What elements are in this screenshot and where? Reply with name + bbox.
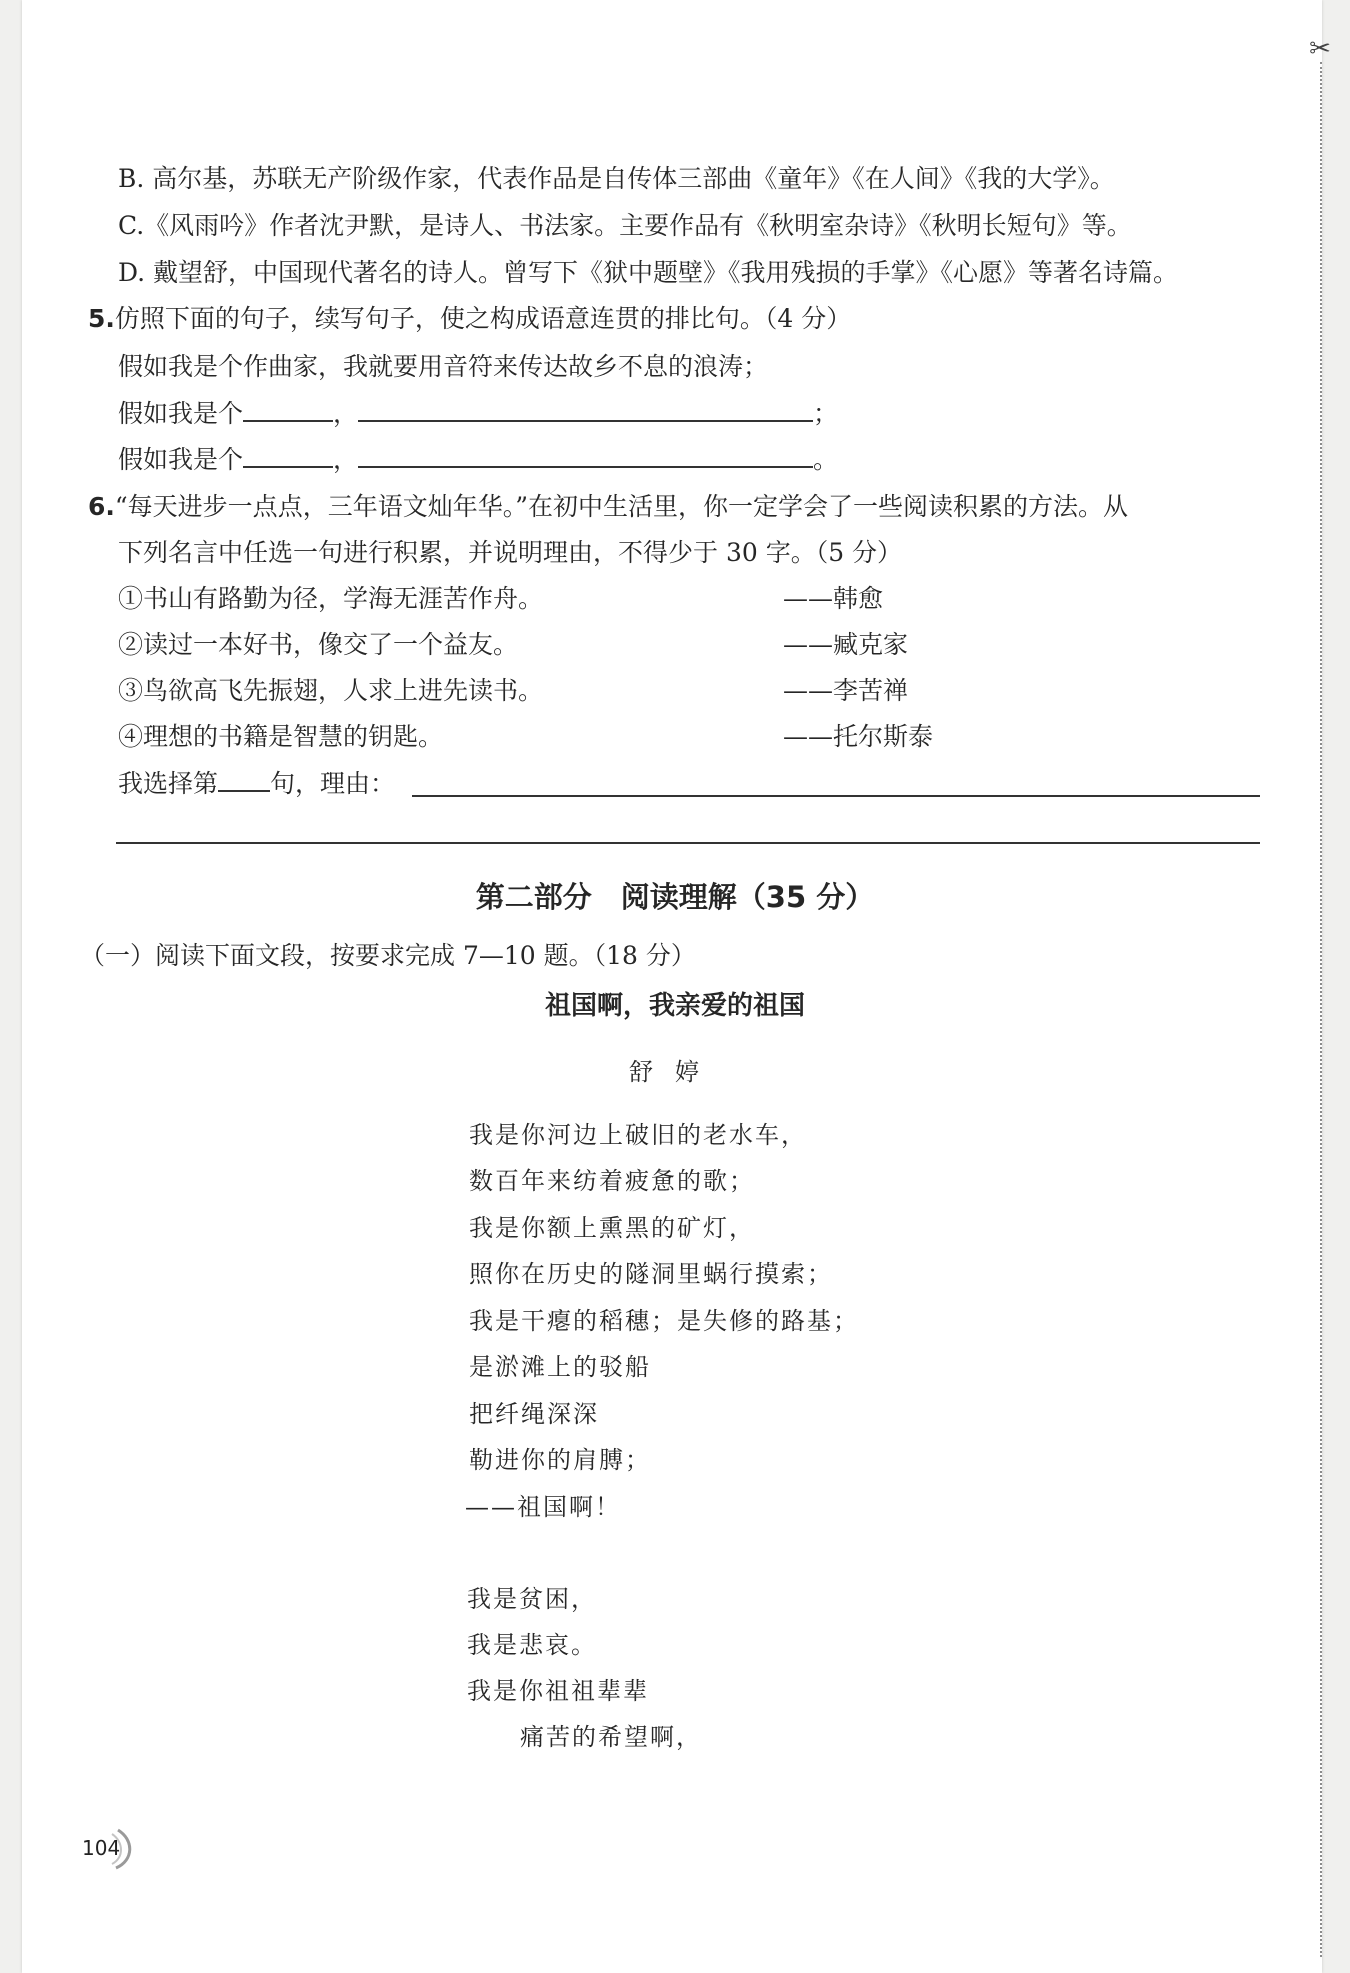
workbook-page (22, 0, 1331, 1973)
poem-line: 数百年来纺着疲惫的歌； (469, 1167, 755, 1195)
question-prompt-line1: “每天进步一点点，三年语文灿年华。”在初中生活里，你一定学会了一些阅读积累的方法。从 (114, 492, 1128, 521)
poem-line: 我是你祖祖辈辈 (467, 1677, 649, 1705)
option-b: B. 高尔基，苏联无产阶级作家，代表作品是自传体三部曲《童年》《在人间》《我的大学》。 (118, 164, 1115, 193)
poem-line: ——祖国啊！ (465, 1493, 621, 1521)
q5-fill-line-1 (118, 396, 838, 431)
quote-text: ①书山有路勤为径，学海无涯苦作舟。 (118, 584, 544, 613)
q5-example: 假如我是个作曲家，我就要用音符来传达故乡不息的浪涛； (118, 352, 769, 381)
quote-source: ——臧克家 (783, 630, 909, 659)
answer-blank-short[interactable] (243, 442, 333, 468)
answer-prefix: 我选择第 (118, 769, 219, 798)
question-number: 5. (88, 304, 115, 333)
reason-answer-line[interactable] (412, 795, 1260, 797)
answer-blank-long[interactable] (358, 396, 813, 422)
poem-line: 把纤绳深深 (469, 1400, 599, 1428)
poem-line: 我是贫困， (467, 1585, 597, 1613)
question-number: 6. (88, 492, 115, 521)
poem-line: 我是你额上熏黑的矿灯， (469, 1214, 755, 1242)
poem-line: 我是干瘪的稻穗；是失修的路基； (469, 1307, 859, 1335)
quote-source: ——托尔斯泰 (783, 722, 934, 751)
option-d: D. 戴望舒，中国现代著名的诗人。曾写下《狱中题壁》《我用残损的手掌》《心愿》等著名诗篇。 (118, 258, 1179, 287)
quote-item (118, 628, 909, 662)
quote-text: ④理想的书籍是智慧的钥匙。 (118, 722, 444, 751)
answer-blank-long[interactable] (358, 442, 813, 468)
quote-item (118, 720, 934, 754)
fill-prefix: 假如我是个 (118, 445, 244, 474)
poem-line: 痛苦的希望啊， (520, 1723, 702, 1751)
poem-line: 我是悲哀。 (467, 1631, 597, 1659)
question-prompt-line2: 下列名言中任选一句进行积累，并说明理由，不得少于 30 字。（5 分） (118, 538, 903, 567)
quote-source: ——李苦禅 (783, 676, 909, 705)
answer-blank-short[interactable] (243, 396, 333, 422)
semicolon: ； (813, 399, 839, 428)
quote-item (118, 674, 909, 708)
poem-line: 我是你河边上破旧的老水车， (469, 1121, 807, 1149)
question-6 (88, 490, 1128, 524)
question-prompt: 仿照下面的句子，续写句子，使之构成语意连贯的排比句。（4 分） (114, 304, 852, 333)
poem-line: 照你在历史的隧洞里蜗行摸索； (469, 1260, 833, 1288)
poem-line: 是淤滩上的驳船 (469, 1353, 651, 1381)
page-number: 104 (82, 1836, 121, 1860)
quote-source: ——韩愈 (783, 584, 884, 613)
comma: ， (333, 399, 359, 428)
poem-author: 舒婷 (629, 1058, 721, 1086)
quote-item (118, 582, 884, 616)
q6-answer-line (118, 766, 395, 801)
section-title: 第二部分 阅读理解（35 分） (475, 880, 875, 914)
period: 。 (813, 445, 839, 474)
choice-blank[interactable] (218, 766, 270, 792)
option-c: C.《风雨吟》作者沈尹默，是诗人、书法家。主要作品有《秋明室杂诗》《秋明长短句》等。 (118, 211, 1132, 240)
quote-text: ②读过一本好书，像交了一个益友。 (118, 630, 519, 659)
comma: ， (333, 445, 359, 474)
reason-answer-line-2[interactable] (116, 842, 1260, 844)
page-number-badge (72, 1826, 136, 1870)
fill-prefix: 假如我是个 (118, 399, 244, 428)
poem-title: 祖国啊，我亲爱的祖国 (544, 991, 805, 1021)
quote-text: ③鸟欲高飞先振翅，人求上进先读书。 (118, 676, 544, 705)
question-5 (88, 302, 851, 336)
q5-fill-line-2 (118, 442, 838, 477)
scissors-icon: ✂ (1309, 34, 1331, 64)
poem-line: 勒进你的肩膊； (469, 1446, 651, 1474)
answer-mid: 句，理由： (270, 769, 396, 798)
reading-instruction: （一）阅读下面文段，按要求完成 7—10 题。（18 分） (80, 941, 696, 970)
